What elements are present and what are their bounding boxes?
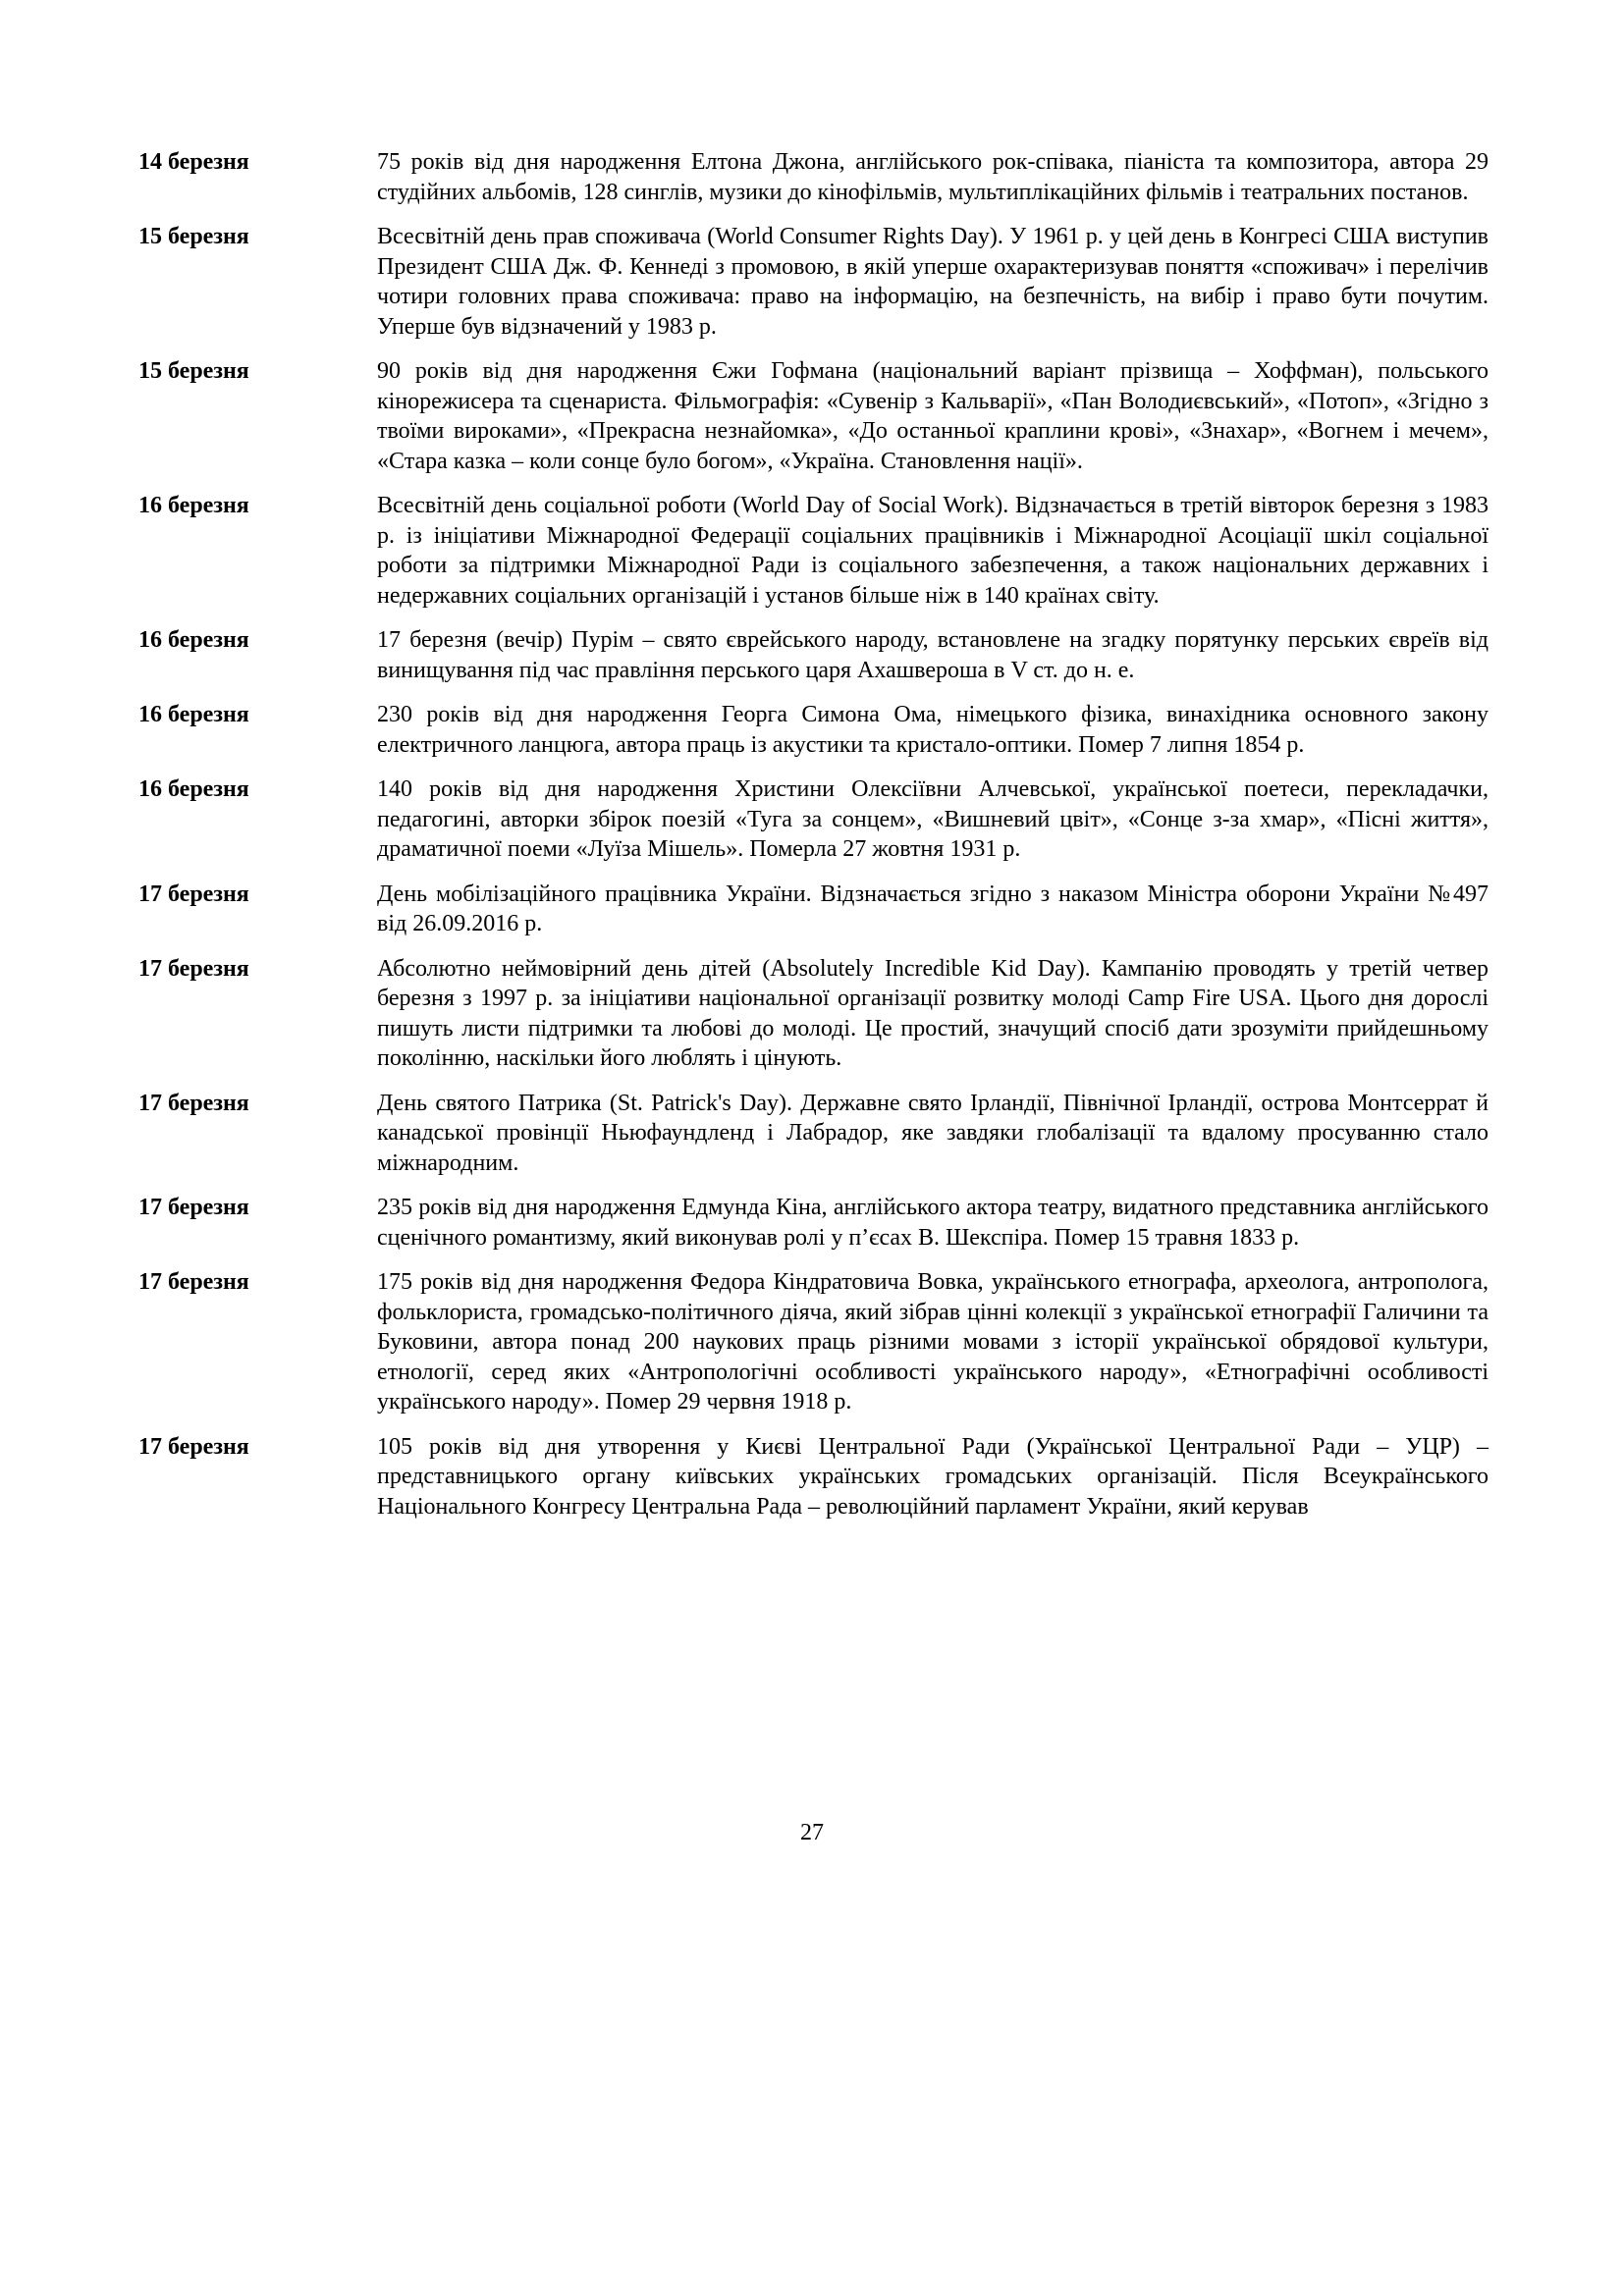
page-number: 27 — [800, 1820, 824, 1845]
entry-date: 17 березня — [138, 955, 249, 982]
calendar-entry — [138, 1432, 1489, 1522]
entry-text: День мобілізаційного працівника України. Відзначається згідно з наказом Міністра оборони України №497 від 26.09.2016 р. — [377, 881, 1489, 936]
entry-text: 140 років від дня народження Христини Олексіївни Алчевської, української поетеси, перекладачки, педагогині, авторки збірок поезій «Туга за сонцем», «Вишневий цвіт», «Сонце з-за хмар», «Пісні життя», драматичної поеми «Луїза Мішель». Померла 27 жовтня 1931 р. — [377, 776, 1489, 862]
calendar-entry — [138, 1089, 1489, 1179]
entry-date: 17 березня — [138, 1090, 249, 1116]
entry-date: 16 березня — [138, 627, 249, 653]
calendar-entry — [138, 880, 1489, 939]
entry-date: 15 березня — [138, 224, 249, 249]
entry-text: 235 років від дня народження Едмунда Кіна, англійського актора театру, видатного представника англійського сценічного романтизму, який виконував ролі у п’єсах В. Шекспіра. Помер 15 травня 1833 р. — [377, 1195, 1489, 1251]
calendar-entry — [138, 356, 1489, 476]
calendar-entry — [138, 1193, 1489, 1253]
entry-text: 230 років від дня народження Георга Симона Ома, німецького фізика, винахідника основного закону електричного ланцюга, автора праць із акустики та кристало-оптики. Помер 7 липня 1854 р. — [377, 702, 1489, 758]
entry-date: 17 березня — [138, 1269, 249, 1295]
entry-text: 17 березня (вечір) Пурім – свято єврейського народу, встановлене на згадку порятунку перських євреїв від винищування під час правління перського царя Ахашвероша в V ст. до н. е. — [377, 627, 1489, 683]
calendar-entry — [138, 222, 1489, 342]
entry-date: 17 березня — [138, 881, 249, 907]
entry-date: 14 березня — [138, 149, 249, 175]
calendar-entry — [138, 774, 1489, 865]
entry-text: Всесвітній день соціальної роботи (World Day of Social Work). Відзначається в третій вівторок березня з 1983 р. із ініціативи Міжнародної Федерації соціальних працівників і Міжнародної Асоціації шкіл соціальної роботи за підтримки Міжнародної Ради із соціального забезпечення, а також національних державних і недержавних соціальних організацій і установ більше ніж в 140 країнах світу. — [377, 493, 1489, 609]
calendar-entry — [138, 1267, 1489, 1417]
entry-date: 16 березня — [138, 702, 249, 727]
calendar-entries — [138, 147, 1489, 1536]
entry-date: 17 березня — [138, 1433, 249, 1460]
entry-text: 90 років від дня народження Єжи Гофмана (національний варіант прізвища – Хоффман), польського кінорежисера та сценариста. Фільмографія: «Сувенір з Кальварії», «Пан Володиєвський», «Потоп», «Згідно з твоїми вироками», «Прекрасна незнайомка», «До останньої краплини крові», «Знахар», «Вогнем і мечем», «Стара казка – коли сонце було богом», «Україна. Становлення нації». — [377, 358, 1489, 474]
entry-date: 17 березня — [138, 1195, 249, 1220]
entry-text: Абсолютно неймовірний день дітей (Absolutely Incredible Kid Day). Кампанію проводять у третій четвер березня з 1997 р. за ініціативи національної організації розвитку молоді Camp Fire USA. Цього дня дорослі пишуть листи підтримки та любові до молоді. Це простий, значущий спосіб дати зрозуміти прийдешньому поколінню, наскільки його люблять і цінують. — [377, 955, 1489, 1071]
entry-date: 16 березня — [138, 776, 249, 802]
calendar-entry — [138, 491, 1489, 611]
entry-text: Всесвітній день прав споживача (World Consumer Rights Day). У 1961 р. у цей день в Конгресі США виступив Президент США Дж. Ф. Кеннеді з промовою, в якій уперше охарактеризував поняття «споживач» і перелічив чотири головних права споживача: право на інформацію, на безпечність, на вибір і право бути почутим. Уперше був відзначений у 1983 р. — [377, 224, 1489, 340]
entry-text: 75 років від дня народження Елтона Джона, англійського рок-співака, піаніста та композитора, автора 29 студійних альбомів, 128 синглів, музики до кінофільмів, мультиплікаційних фільмів і театральних постанов. — [377, 149, 1489, 205]
entry-date: 16 березня — [138, 493, 249, 518]
calendar-entry — [138, 147, 1489, 207]
entry-text: День святого Патрика (St. Patrick's Day). Державне свято Ірландії, Північної Ірландії, острова Монтсеррат й канадської провінції Ньюфаундленд і Лабрадор, яке завдяки глобалізації та вдалому просуванню стало міжнародним. — [377, 1090, 1489, 1176]
entry-text: 175 років від дня народження Федора Кіндратовича Вовка, українського етнографа, археолога, антрополога, фольклориста, громадсько-політичного діяча, який зібрав цінні колекції з української етнографії Галичини та Буковини, автора понад 200 наукових праць різними мовами з історії української обрядової культури, етнології, серед яких «Антропологічні особливості українського народу», «Етнографічні особливості українського народу». Помер 29 червня 1918 р. — [377, 1269, 1489, 1415]
calendar-entry — [138, 954, 1489, 1074]
entry-date: 15 березня — [138, 358, 249, 384]
calendar-entry — [138, 700, 1489, 760]
calendar-entry — [138, 625, 1489, 685]
entry-text: 105 років від дня утворення у Києві Центральної Ради (Української Центральної Ради – УЦР) – представницького органу київських українських громадських організацій. Після Всеукраїнського Національного Конгресу Центральна Рада – революційний парламент України, який керував — [377, 1433, 1489, 1520]
